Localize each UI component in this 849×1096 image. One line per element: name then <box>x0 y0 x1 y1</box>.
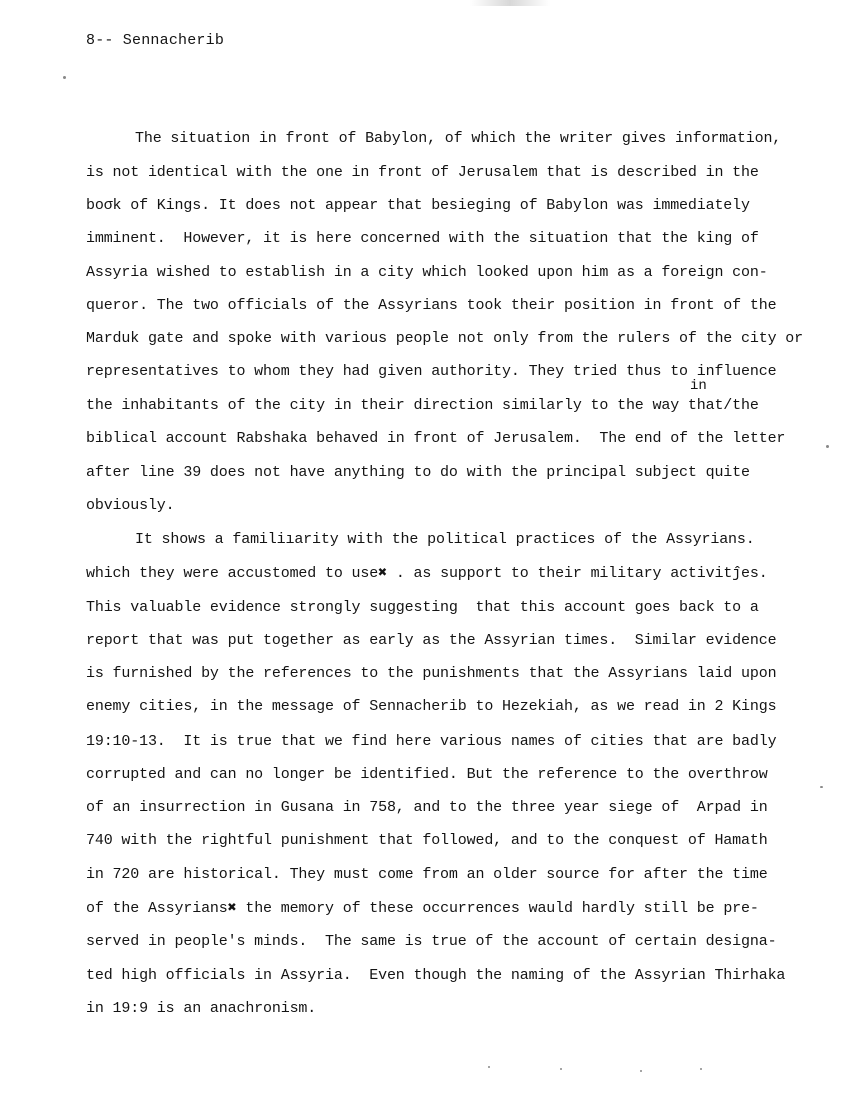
text-line: It shows a familiıarity with the political practices of the Assyrians. <box>135 531 755 548</box>
page-header: 8-- Sennacherib <box>86 32 225 49</box>
text-line: queror. The two officials of the Assyrians took their position in front of the <box>86 297 777 314</box>
scan-mark <box>470 0 550 6</box>
scan-speck <box>488 1066 490 1068</box>
text-line: report that was put together as early as the Assyrian times. Similar evidence <box>86 632 777 649</box>
text-line: in 19:9 is an anachronism. <box>86 1000 317 1017</box>
text-line: imminent. However, it is here concerned with the situation that the king of <box>86 230 759 247</box>
text-line: served in people's minds. The same is true of the account of certain designa- <box>86 933 777 950</box>
text-line: after line 39 does not have anything to do with the principal subject quite <box>86 464 750 481</box>
text-line: is furnished by the references to the punishments that the Assyrians laid upon <box>86 665 777 682</box>
text-line: boσk of Kings. It does not appear that besieging of Babylon was immediately <box>86 197 750 214</box>
text-line: 740 with the rightful punishment that followed, and to the conquest of Hamath <box>86 832 768 849</box>
scan-speck <box>640 1070 642 1072</box>
text-line: in 720 are historical. They must come from an older source for after the time <box>86 866 768 883</box>
text-line: This valuable evidence strongly suggesting that this account goes back to a <box>86 599 759 616</box>
text-line: 19:10-13. It is true that we find here various names of cities that are badly <box>86 733 777 750</box>
text-line: Assyria wished to establish in a city which looked upon him as a foreign con- <box>86 264 768 281</box>
text-line: The situation in front of Babylon, of which the writer gives information, <box>135 130 782 147</box>
text-line: is not identical with the one in front of Jerusalem that is described in the <box>86 164 759 181</box>
text-line: of an insurrection in Gusana in 758, and to the three year siege of Arpad in <box>86 799 768 816</box>
text-line: the inhabitants of the city in their direction similarly to the way that/the <box>86 397 759 414</box>
text-line: which they were accustomed to use✖ . as support to their military activitĵes. <box>86 565 768 582</box>
text-line: Marduk gate and spoke with various people not only from the rulers of the city or <box>86 330 803 347</box>
scan-speck <box>700 1068 702 1070</box>
handwritten-insertion: in <box>690 378 707 394</box>
text-line: of the Assyrians✖ the memory of these occurrences wauld hardly still be pre- <box>86 900 759 917</box>
text-line: biblical account Rabshaka behaved in front of Jerusalem. The end of the letter <box>86 430 786 447</box>
scan-speck <box>560 1068 562 1070</box>
scan-speck <box>826 445 829 448</box>
scan-speck <box>820 786 823 788</box>
text-line: ted high officials in Assyria. Even though the naming of the Assyrian Thirhaka <box>86 967 786 984</box>
text-line: enemy cities, in the message of Sennacherib to Hezekiah, as we read in 2 Kings <box>86 698 777 715</box>
text-line: obviously. <box>86 497 175 514</box>
text-line: representatives to whom they had given authority. They tried thus to influence <box>86 363 777 380</box>
text-line: corrupted and can no longer be identified. But the reference to the overthrow <box>86 766 768 783</box>
scan-speck <box>63 76 66 79</box>
